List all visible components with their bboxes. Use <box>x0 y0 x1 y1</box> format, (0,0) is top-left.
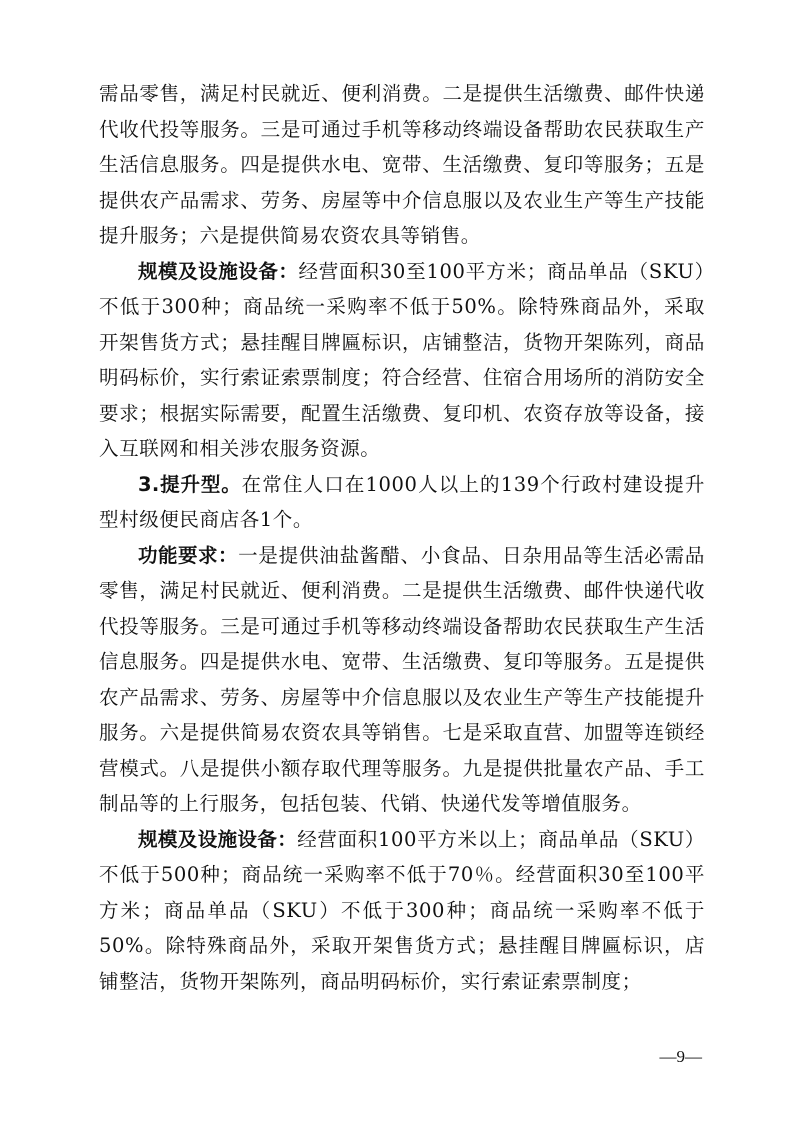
paragraph-text: 经营面积30至100平方米；商品单品（SKU）不低于300种；商品统一采购率不低于50%。除特殊商品外，采取开架售货方式；悬挂醒目牌匾标识，店铺整洁，货物开架陈列，商品明码标价，实行索证索票制度；符合经营、住宿合用场所的消防安全要求；根据实际需要，配置生活缴费、复印机、农资存放等设备，接入互联网和相关涉农服务资源。 <box>99 259 705 460</box>
page-number: —9— <box>659 1047 702 1066</box>
paragraph-text: 在常住人口在1000人以上的139个行政村建设提升型村级便民商店各1个。 <box>99 472 705 531</box>
paragraph-function-requirements <box>99 538 705 822</box>
document-body <box>99 76 705 999</box>
paragraph-text: 一是提供油盐酱醋、小食品、日杂用品等生活必需品零售，满足村民就近、便利消费。二是提供生活缴费、邮件快递代收代投等服务。三是可通过手机等移动终端设备帮助农民获取生产生活信息服务。四是提供水电、宽带、生活缴费、复印等服务。五是提供农产品需求、劳务、房屋等中介信息服以及农业生产等生产技能提升服务。六是提供简易农资农具等销售。七是采取直营、加盟等连锁经营模式。八是提供小额存取代理等服务。九是提供批量农产品、手工制品等的上行服务，包括包装、代销、快递代发等增值服务。 <box>99 543 705 815</box>
paragraph-text: 经营面积100平方米以上；商品单品（SKU）不低于500种；商品统一采购率不低于70％。经营面积30至100平方米；商品单品（SKU）不低于300种；商品统一采购率不低于50%。除特殊商品外，采取开架售货方式；悬挂醒目牌匾标识，店铺整洁，货物开架陈列，商品明码标价，实行索证索票制度； <box>99 827 705 993</box>
paragraph-continued <box>99 76 705 254</box>
paragraph-heading: 3.提升型。 <box>138 472 242 496</box>
paragraph-heading: 规模及设施设备： <box>138 827 298 851</box>
paragraph-text: 需品零售，满足村民就近、便利消费。二是提供生活缴费、邮件快递代收代投等服务。三是可通过手机等移动终端设备帮助农民获取生产生活信息服务。四是提供水电、宽带、生活缴费、复印等服务；五是提供农产品需求、劳务、房屋等中介信息服以及农业生产等生产技能提升服务；六是提供简易农资农具等销售。 <box>99 82 705 247</box>
paragraph-heading: 功能要求： <box>138 543 239 567</box>
paragraph-scale-equipment-basic <box>99 254 705 467</box>
paragraph-heading: 规模及设施设备： <box>138 259 299 283</box>
paragraph-scale-equipment-upgrade <box>99 822 705 1000</box>
paragraph-upgrade-type <box>99 467 705 538</box>
